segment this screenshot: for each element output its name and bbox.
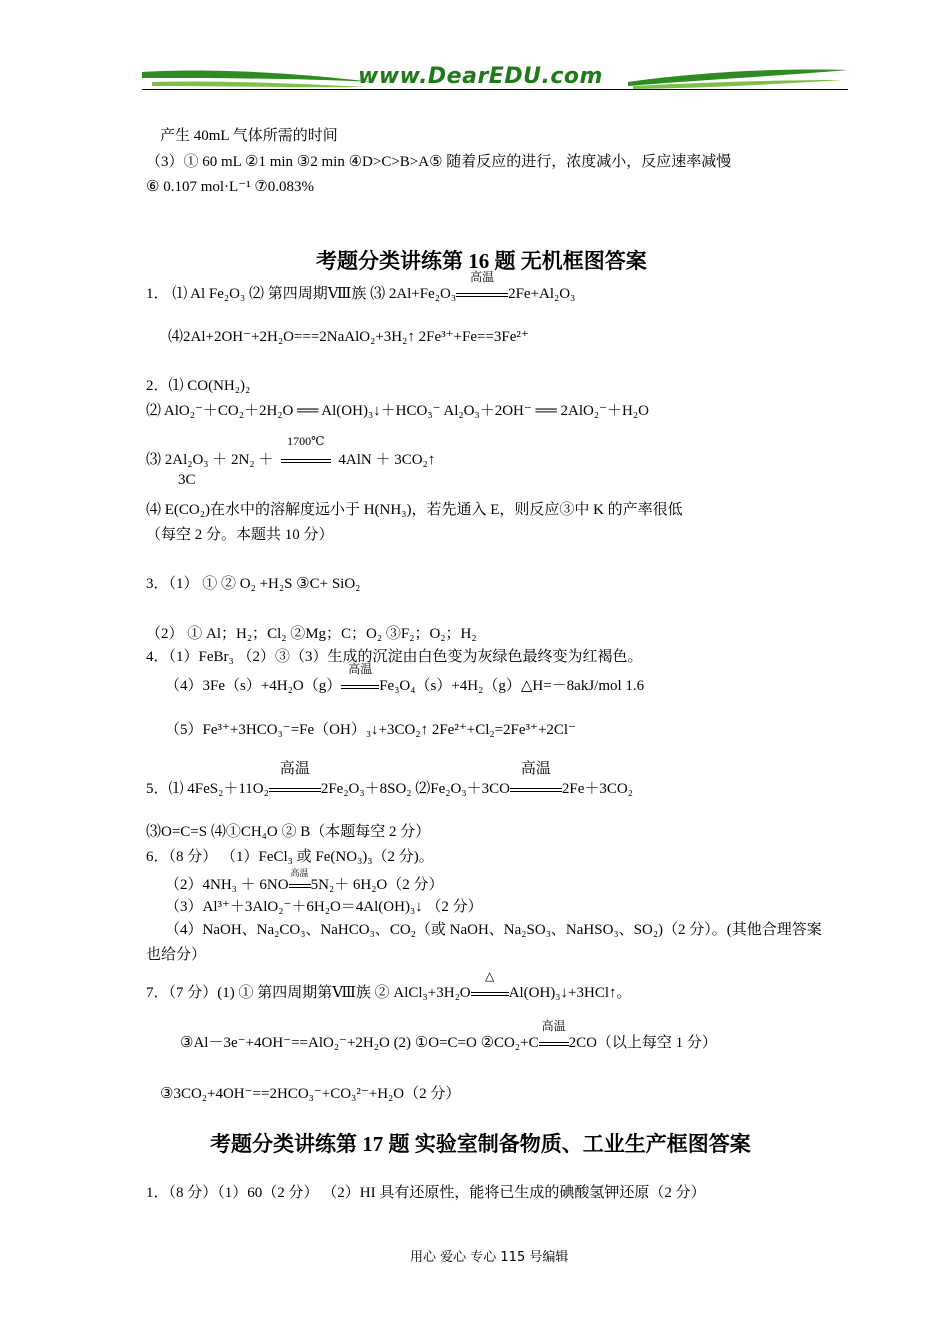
q2-line-e: （每空 2 分。本题共 10 分） [146, 527, 334, 543]
condition-label: 高温 [290, 868, 309, 878]
reaction-condition [471, 969, 509, 1002]
header-swoosh-right [628, 62, 848, 92]
reaction-condition [539, 1019, 569, 1052]
reaction-condition [281, 434, 331, 469]
q4-line-a: 4．（1）FeBr₃ （2）③（3）生成的沉淀由白色变为灰绿色最终变为红褐色。 [146, 649, 643, 665]
reaction-condition [269, 761, 321, 798]
reaction-condition [289, 868, 311, 894]
q7-b-text: ③Al－3e⁻+4OH⁻==AlO₂⁻+2H₂O (2) ①O=C=O ②CO₂+C [180, 1035, 539, 1051]
header-site[interactable]: www.DearEDU.com [358, 64, 603, 89]
q1-a-tail: 2Fe+Al₂O₃ [508, 286, 576, 302]
q5-a-mid: 2Fe₂O₃＋8SO₂ ⑵Fe₂O₃＋3CO [320, 781, 510, 797]
q2-line-a: 2．⑴ CO(NH₂)₂ [146, 378, 251, 394]
q6-line-e: 也给分） [146, 947, 207, 963]
q2-c-tail: 4AlN ＋ 3CO₂↑ [338, 452, 436, 468]
q7-a-text: 7．（7 分）(1) ① 第四周期第Ⅷ族 ② AlCl₃+3H₂O [146, 985, 471, 1001]
q7-a-tail: Al(OH)₃↓+3HCl↑。 [508, 985, 632, 1001]
reaction-condition [456, 270, 508, 303]
q6-line-d: （4）NaOH、Na₂CO₃、NaHCO₃、CO₂（或 NaOH、Na₂SO₃、NaHSO₃、SO₂)（2 分）。(其他合理答案 [165, 922, 822, 938]
reaction-condition [341, 662, 379, 695]
q2-line-c [146, 434, 436, 469]
q2-c-text: ⑶ 2Al₂O₃ ＋ 2N₂ ＋ [146, 452, 274, 468]
q4-line-b [165, 662, 645, 695]
condition-label: 高温 [348, 662, 373, 676]
q4-b-text: （4）3Fe（s）+4H₂O（g） [165, 678, 342, 694]
condition-label: 高温 [279, 761, 310, 777]
q6-line-b [165, 868, 444, 894]
q3-line-a: 3．（1） ① ② O₂ +H₂S ③C+ SiO₂ [146, 576, 361, 592]
q1-a-text: 1． ⑴ Al Fe₂O₃ ⑵ 第四周期Ⅷ族 ⑶ 2Al+Fe₂O₃ [146, 286, 457, 302]
page-footer: 用心 爱心 专心 115 号编辑 [410, 1250, 569, 1265]
q3-line-b: （2） ① Al；H₂；Cl₂ ②Mg；C；O₂ ③F₂；O₂；H₂ [146, 626, 477, 642]
condition-label: 高温 [470, 270, 495, 284]
text-line-2: （3）① 60 mL ②1 min ③2 min ④D>C>B>A⑤ 随着反应的进行，浓度减小，反应速率减慢 [146, 154, 732, 170]
q6-b-tail: 5N₂＋ 6H₂O（2 分） [310, 877, 444, 893]
header-swoosh-left [142, 62, 372, 92]
q2-line-b: ⑵ AlO₂⁻＋CO₂＋2H₂O ══ Al(OH)₃↓＋HCO₃⁻ Al₂O₃＋2OH⁻ ══ 2AlO₂⁻＋H₂O [146, 403, 649, 419]
header-banner [142, 60, 848, 92]
q6-line-a: 6．（8 分） （1）FeCl₃ 或 Fe(NO₃)₃（2 分)。 [146, 849, 434, 865]
condition-label: 高温 [520, 761, 551, 777]
q5-a-tail: 2Fe＋3CO₂ [561, 781, 633, 797]
q1-line-a [146, 270, 576, 303]
q7-line-a [146, 969, 632, 1002]
q7-b-tail: 2CO（以上每空 1 分） [568, 1035, 717, 1051]
q2-line-d: ⑷ E(CO₂)在水中的溶解度远小于 H(NH₃)，若先通入 E，则反应③中 K 的产率很低 [146, 502, 683, 518]
section-title-17: 考题分类讲练第 17 题 实验室制备物质、工业生产框图答案 [210, 1132, 751, 1156]
q1-line-b: ⑷2Al+2OH⁻+2H₂O===2NaAlO₂+3H₂↑ 2Fe³⁺+Fe==3Fe²⁺ [168, 329, 529, 345]
condition-label: △ [485, 969, 495, 983]
q6-line-c: （3）Al³⁺＋3AlO₂⁻＋6H₂O＝4Al(OH)₃↓ （2 分） [165, 899, 483, 915]
q7-line-b [180, 1019, 717, 1052]
condition-label: 高温 [541, 1019, 566, 1033]
q4-line-c: （5）Fe³⁺+3HCO₃⁻=Fe（OH）₃↓+3CO₂↑ 2Fe²⁺+Cl₂=2Fe³⁺+2Cl⁻ [165, 722, 577, 738]
q4-b-tail: Fe₃O₄（s）+4H₂（g）△H=－8akJ/mol 1.6 [379, 678, 645, 694]
text-line-1: 产生 40mL 气体所需的时间 [160, 128, 338, 144]
q2-line-c2: 3C [178, 472, 196, 488]
q6-b-text: （2）4NH₃ ＋ 6NO [165, 877, 289, 893]
q17-line-1: 1．（8 分）（1）60（2 分） （2）HI 具有还原性，能将已生成的碘酸氢钾还原（2 分） [146, 1185, 706, 1201]
text-line-3: ⑥ 0.107 mol·L⁻¹ ⑦0.083% [146, 179, 315, 195]
q5-a-text: 5．⑴ 4FeS₂＋11O₂ [146, 781, 269, 797]
q5-line-b: ⑶O=C=S ⑷①CH₄O ② B（本题每空 2 分） [146, 824, 431, 840]
condition-label: 1700℃ [287, 434, 325, 448]
section-title-16: 考题分类讲练第 16 题 无机框图答案 [316, 249, 647, 273]
q5-line-a [146, 761, 633, 798]
reaction-condition [510, 761, 562, 798]
header-rule [142, 89, 848, 90]
q7-line-c: ③3CO₂+4OH⁻==2HCO₃⁻+CO₃²⁻+H₂O（2 分） [160, 1086, 461, 1102]
